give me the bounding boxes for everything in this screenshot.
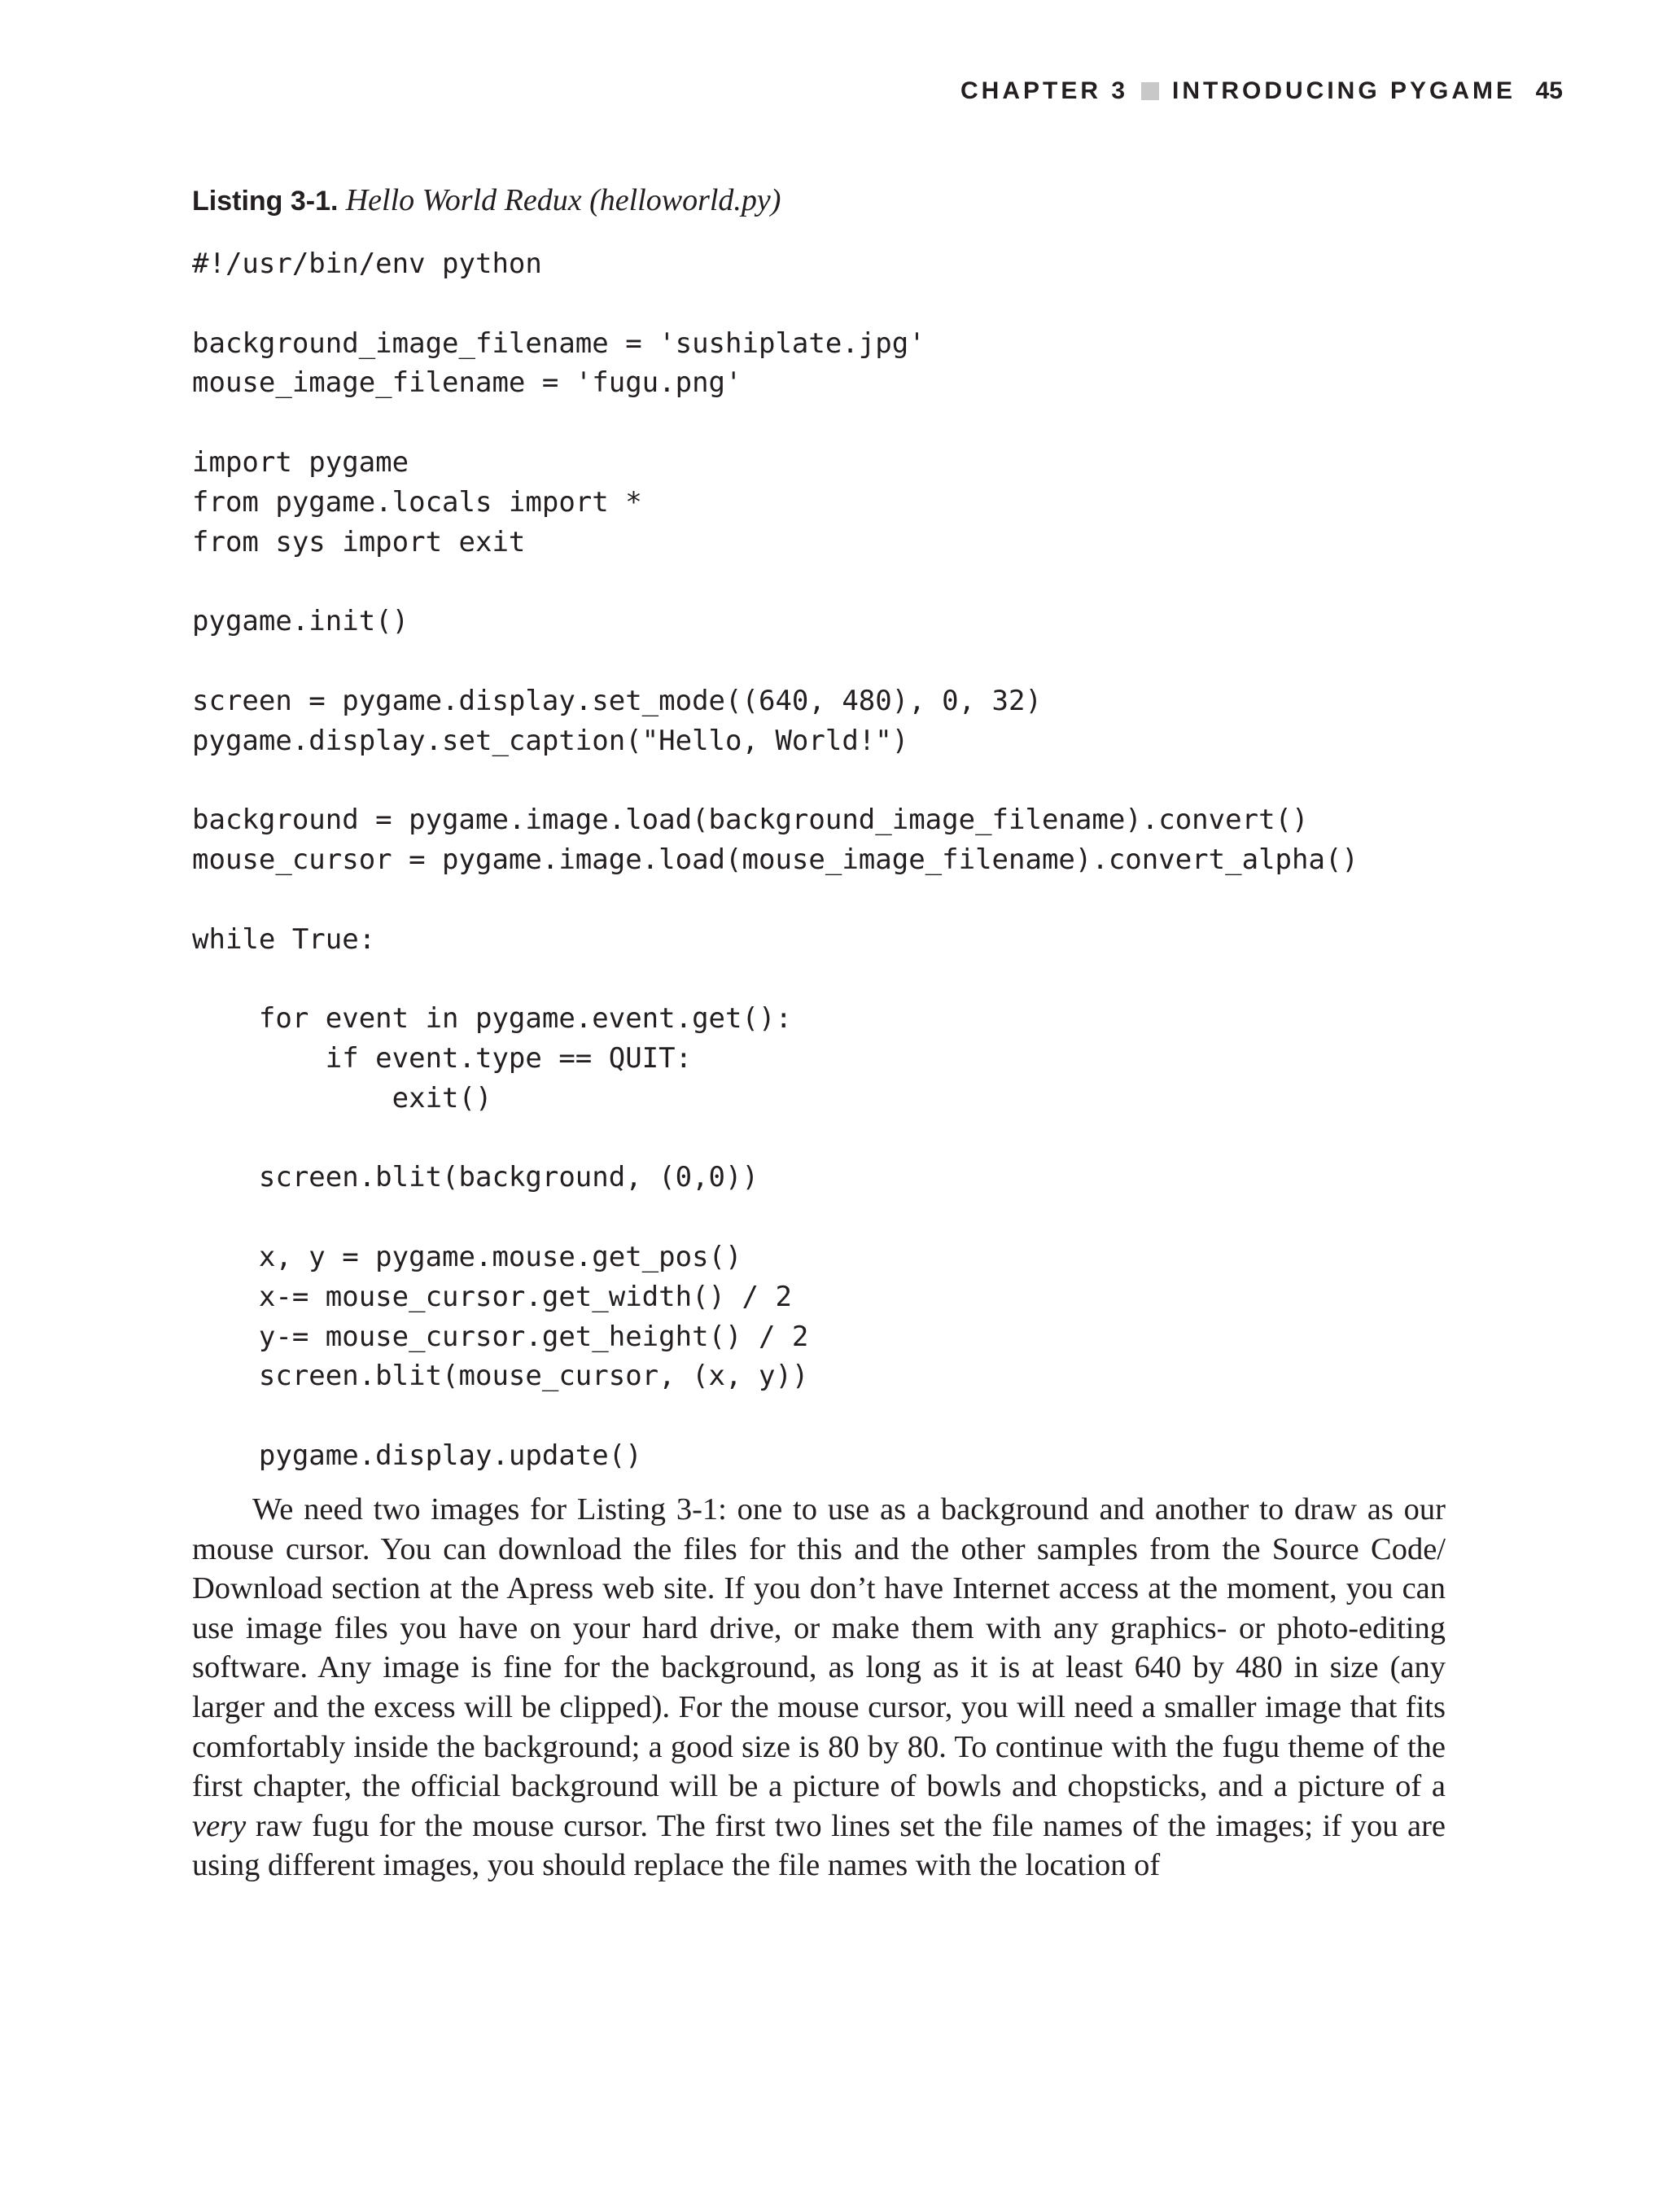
code-line: background_image_filename = 'sushiplate.jpg'	[192, 326, 925, 360]
code-line	[192, 642, 1359, 681]
code-line: #!/usr/bin/env python	[192, 247, 542, 280]
chapter-label: CHAPTER 3	[960, 77, 1129, 104]
code-line: pygame.display.update()	[192, 1439, 642, 1472]
code-line: from sys import exit	[192, 525, 526, 558]
code-listing	[192, 244, 1359, 1476]
code-line: while True:	[192, 922, 376, 956]
code-line	[192, 1198, 1359, 1237]
listing-label: Listing 3-1.	[192, 186, 339, 217]
section-title: INTRODUCING PYGAME	[1172, 77, 1516, 104]
code-line	[192, 1119, 1359, 1159]
code-line: mouse_image_filename = 'fugu.png'	[192, 366, 742, 400]
paragraph-emphasis: very	[192, 1808, 247, 1843]
code-line	[192, 959, 1359, 999]
running-head	[895, 73, 1563, 109]
code-line	[192, 880, 1359, 920]
code-line	[192, 562, 1359, 602]
code-line: screen = pygame.display.set_mode((640, 480), 0, 32)	[192, 684, 1042, 717]
code-line: x-= mouse_cursor.get_width() / 2	[192, 1280, 792, 1313]
paragraph-text-start: We need two images for Listing 3-1: one to use as a background and another to draw as our mouse cursor. You can download the files for this and the other samples from the Source Code/ Download section at the Apress web site. If you don’t have Internet access at the moment, you can use image files you have on your hard drive, or make them with any graphics- or photo-editing software. Any image is fine for the background, as long as it is at least 640 by 480 in size (any larger and the excess will be clipped). For the mouse cursor, you will need a smaller image that fits comfortably inside the background; a good size is 80 by 80. To continue with the fugu theme of the first chapter, the official background will be a picture of bowls and chopsticks, and a picture of a	[192, 1492, 1446, 1804]
page-number: 45	[1535, 77, 1563, 104]
code-line	[192, 403, 1359, 443]
code-line	[192, 760, 1359, 800]
listing-title: Hello World Redux (helloworld.py)	[345, 183, 781, 217]
code-line: from pygame.locals import *	[192, 485, 642, 519]
code-line: screen.blit(mouse_cursor, (x, y))	[192, 1360, 809, 1393]
code-line: pygame.init()	[192, 605, 409, 638]
code-line: pygame.display.set_caption("Hello, World!")	[192, 724, 909, 757]
code-line: y-= mouse_cursor.get_height() / 2	[192, 1320, 809, 1353]
code-line: mouse_cursor = pygame.image.load(mouse_image_filename).convert_alpha()	[192, 843, 1359, 876]
code-line: screen.blit(background, (0,0))	[192, 1161, 759, 1194]
code-line: background = pygame.image.load(background_image_filename).convert()	[192, 804, 1309, 837]
listing-caption	[192, 182, 781, 218]
code-line: for event in pygame.event.get():	[192, 1002, 792, 1036]
code-line: x, y = pygame.mouse.get_pos()	[192, 1240, 742, 1273]
body-paragraph	[192, 1490, 1446, 1886]
code-line: if event.type == QUIT:	[192, 1041, 693, 1075]
code-line: exit()	[192, 1081, 492, 1115]
separator-square-icon	[1141, 82, 1159, 100]
code-line	[192, 284, 1359, 324]
code-line	[192, 1396, 1359, 1436]
code-line: import pygame	[192, 445, 409, 479]
paragraph-text-end: raw fugu for the mouse cursor. The first two lines set the file names of the images; if you are using different images, you should replace the file names with the location of	[192, 1808, 1446, 1883]
